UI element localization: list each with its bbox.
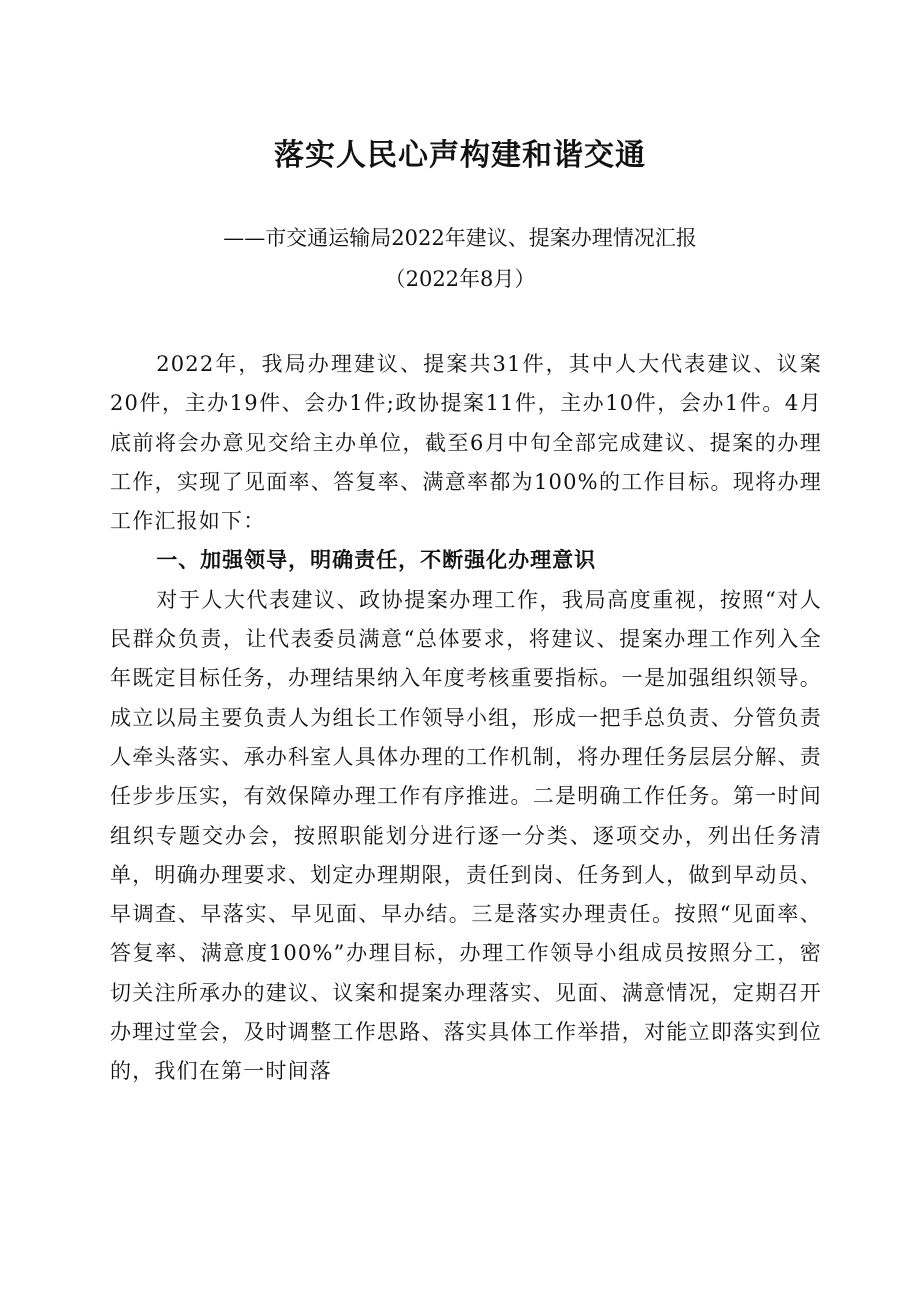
- section-1-heading: 一、加强领导，明确责任，不断强化办理意识: [156, 548, 597, 573]
- section-1-paragraph: 对于人大代表建议、政协提案办理工作，我局高度重视，按照“对人民群众负责，让代表委员满意“总体要求，将建议、提案办理工作列入全年既定目标任务，办理结果纳入年度考核重要指标。一是加强组织领导。成立以局主要负责人为组长工作领导小组，形成一把手总负责、分管负责人牵头落实、承办科室人具体办理的工作机制，将办理任务层层分解、责任步步压实，有效保障办理工作有序推进。二是明确工作任务。第一时间组织专题交办会，按照职能划分进行逐一分类、逐项交办，列出任务清单，明确办理要求、划定办理期限，责任到岗、任务到人，做到早动员、早调查、早落实、早见面、早办结。三是落实办理责任。按照“见面率、答复率、满意度100%”办理目标，办理工作领导小组成员按照分工，密切关注所承办的建议、议案和提案办理落实、见面、满意情况，定期召开办理过堂会，及时调整工作思路、落实具体工作举措，对能立即落实到位的，我们在第一时间落: [110, 587, 822, 1084]
- intro-paragraph: 2022年，我局办理建议、提案共31件，其中人大代表建议、议案20件，主办19件、会办1件;政协提案11件，主办10件，会办1件。4月底前将会办意见交给主办单位，截至6月中旬全部完成建议、提案的办理工作，实现了见面率、答复率、满意率都为100%的工作目标。现将办理工作汇报如下：: [110, 352, 822, 534]
- document-subtitle: ——市交通运输局2022年建议、提案办理情况汇报: [223, 226, 697, 250]
- document-date: （2022年8月）: [384, 267, 536, 291]
- document-title: 落实人民心声构建和谐交通: [274, 138, 646, 173]
- document-body: [110, 345, 822, 1092]
